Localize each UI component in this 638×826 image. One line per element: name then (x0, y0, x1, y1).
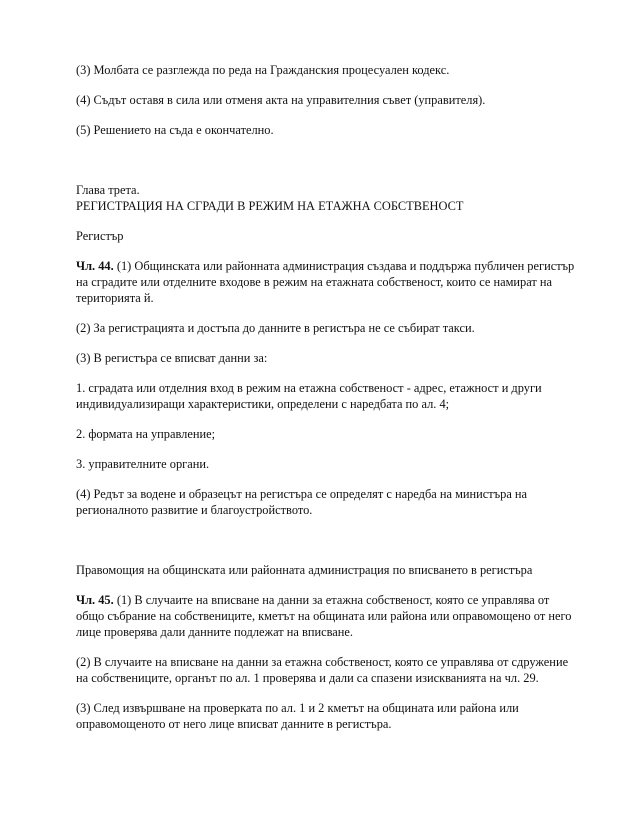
list-item-1: 1. сградата или отделния вход в режим на етажна собственост - адрес, етажност и други индивидуализиращи характеристики, определени с наредбата по ал. 4; (76, 381, 542, 411)
article-44-paragraph-4: (4) Редът за водене и образецът на регистъра се определят с наредба на министъра на регионалното развитие и благоустройството. (76, 487, 528, 517)
paragraph-3: (3) Молбата се разглежда по реда на Гражданския процесуален кодекс. (76, 63, 450, 77)
article-44-paragraph-2: (2) За регистрацията и достъпа до данните в регистъра не се събират такси. (76, 321, 475, 335)
article-44-paragraph-3: (3) В регистъра се вписват данни за: (76, 351, 268, 365)
section-heading-register: Регистър (76, 229, 124, 243)
chapter-number: Глава трета. (76, 183, 140, 197)
article-44-label: Чл. 44. (76, 259, 114, 273)
list-item-2: 2. формата на управление; (76, 427, 216, 441)
chapter-title: РЕГИСТРАЦИЯ НА СГРАДИ В РЕЖИМ НА ЕТАЖНА СОБСТВЕНОСТ (76, 199, 464, 213)
article-45-paragraph-2: (2) В случаите на вписване на данни за етажна собственост, която се управлява от сдружение на собствениците, органът по ал. 1 проверява и дали са спазени изискванията на чл. 29. (76, 655, 569, 685)
article-44-paragraph-1 (76, 258, 576, 306)
article-45-paragraph-1 (76, 592, 576, 640)
paragraph-4: (4) Съдът оставя в сила или отменя акта на управителния съвет (управителя). (76, 93, 486, 107)
document-page (76, 62, 576, 732)
article-45-paragraph-3: (3) След извършване на проверката по ал. 1 и 2 кметът на общината или района или оправомощеното от него лице вписват данните в регистъра. (76, 701, 519, 731)
list-item-3: 3. управителните органи. (76, 457, 210, 471)
paragraph-5: (5) Решението на съда е окончателно. (76, 123, 274, 137)
section-heading-powers: Правомощия на общинската или районната администрация по вписването в регистъра (76, 563, 533, 577)
article-44-text-1: (1) Общинската или районната администрация създава и поддържа публичен регистър на сградите или отделните входове в режим на етажната собственост, които се намират на територията й. (76, 259, 575, 305)
article-45-text-1: (1) В случаите на вписване на данни за етажна собственост, която се управлява от общо събрание на собствениците, кметът на общината или района или оправомощено от него лице проверява дали данните подлежат на вписване. (76, 593, 572, 639)
article-45-label: Чл. 45. (76, 593, 114, 607)
